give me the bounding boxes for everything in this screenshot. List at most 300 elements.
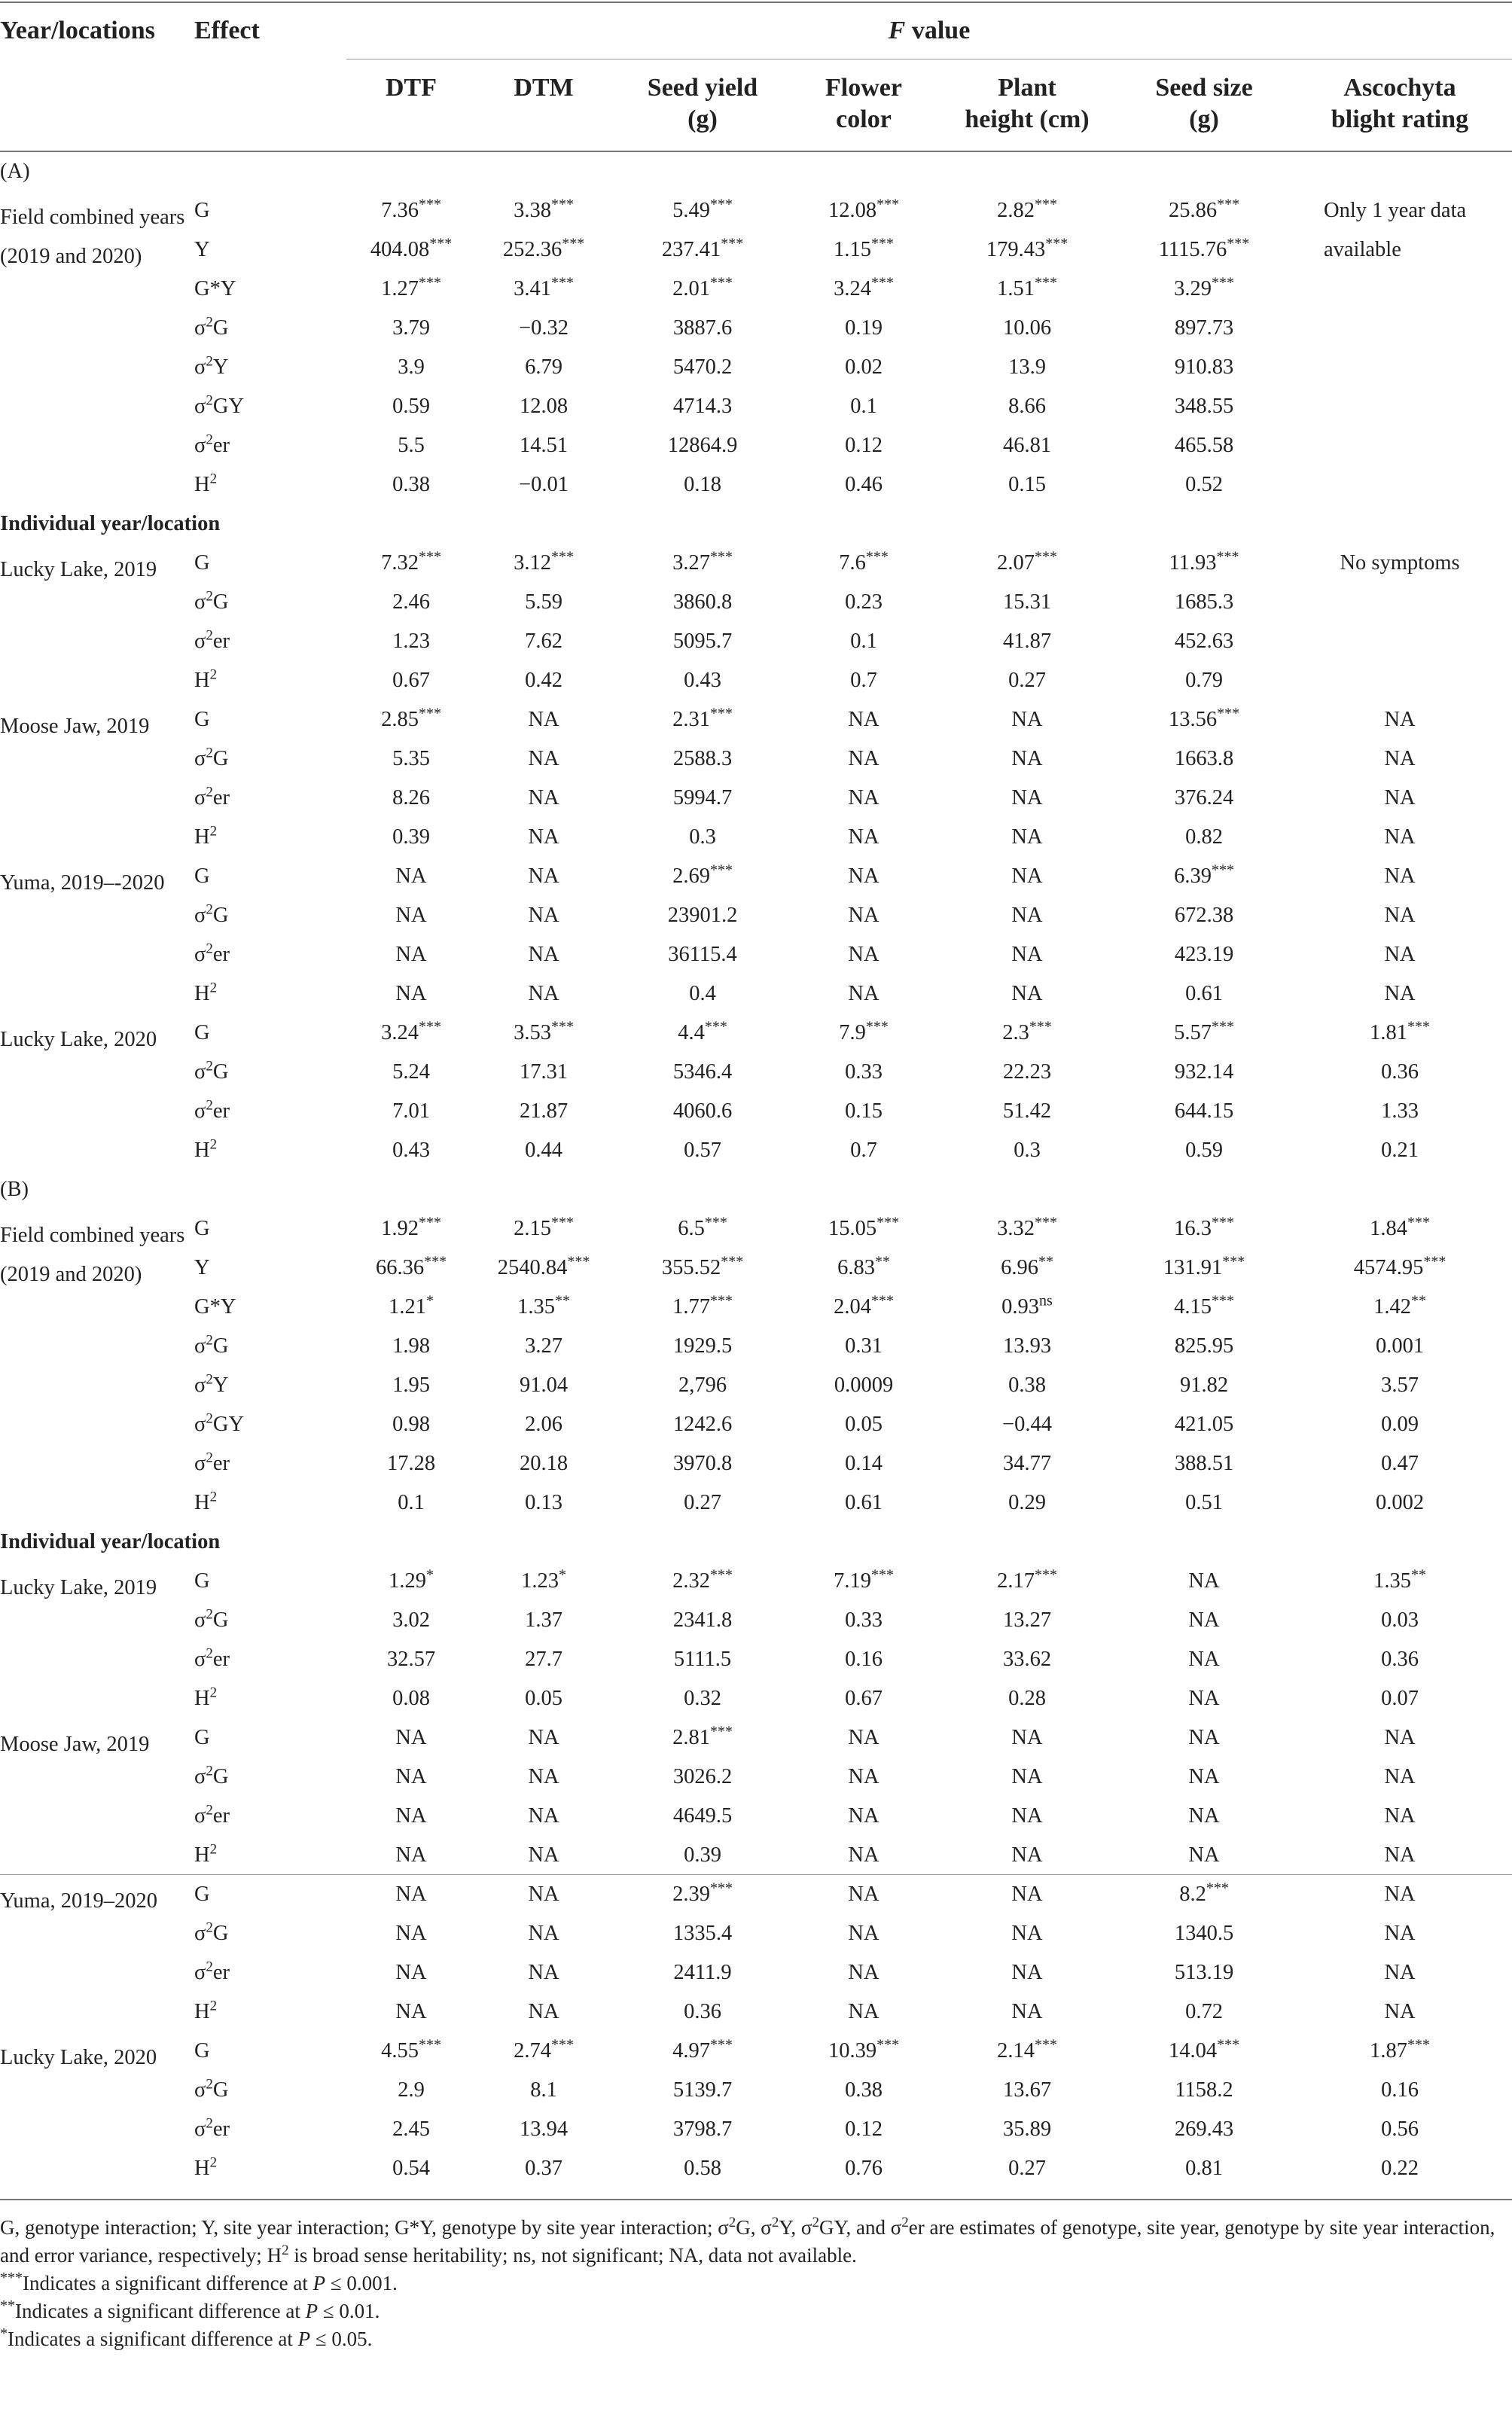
table-row — [0, 1366, 1512, 1405]
effect-label: G — [194, 1883, 210, 1906]
effect-label: G — [194, 1217, 210, 1240]
value-cell: 0.22 — [1381, 2157, 1419, 2180]
table-row — [0, 1758, 1512, 1797]
value-cell: 0.31 — [845, 1334, 883, 1358]
value-cell: NA — [1011, 1961, 1043, 1984]
value-cell: 0.27 — [1008, 2157, 1046, 2180]
effect-label: $\sigma^2GY$ — [194, 392, 245, 418]
value-cell: 27.7 — [525, 1648, 562, 1671]
value-cell: 252.36*** — [502, 235, 585, 261]
value-cell: 1.29* — [389, 1566, 434, 1593]
value-cell: NA — [1011, 1765, 1043, 1788]
value-cell: 0.36 — [1381, 1060, 1419, 1084]
table-row — [0, 1483, 1512, 1523]
table-row — [0, 309, 1512, 348]
value-cell: 22.23 — [1002, 1060, 1052, 1084]
subheading: Individual year/location — [0, 1530, 221, 1553]
value-cell: 0.29 — [1008, 1491, 1046, 1514]
subheading: Individual year/location — [0, 512, 221, 535]
section-label-row — [0, 1170, 1512, 1209]
value-cell: 0.43 — [392, 1139, 430, 1162]
value-cell: 3.12*** — [514, 548, 574, 575]
value-cell: 2.39*** — [672, 1880, 733, 1906]
value-cell: 2.45 — [392, 2117, 430, 2141]
value-cell: 5.59 — [525, 590, 562, 614]
value-cell — [1288, 465, 1512, 505]
value-cell: 17.31 — [519, 1060, 569, 1084]
value-cell: 2.3*** — [1002, 1018, 1052, 1044]
value-cell: 2.9 — [398, 2078, 425, 2102]
col-header-6 — [1288, 72, 1512, 136]
value-cell: 1242.6 — [672, 1413, 733, 1436]
value-cell: 3860.8 — [672, 590, 733, 614]
value-cell: 4.4*** — [678, 1018, 727, 1044]
value-cell: NA — [395, 1922, 427, 1945]
value-cell: NA — [1011, 943, 1043, 966]
value-cell: 0.38 — [845, 2078, 883, 2102]
table-row — [0, 1953, 1512, 1992]
value-cell: 1663.8 — [1174, 747, 1234, 770]
value-cell: 7.9*** — [839, 1018, 889, 1044]
value-cell: NA — [528, 864, 559, 888]
value-cell: 41.87 — [1002, 630, 1052, 653]
value-cell: 0.7 — [850, 1139, 877, 1162]
value-cell: 0.0009 — [834, 1373, 894, 1397]
value-cell: 3.27*** — [672, 548, 733, 575]
value-cell: 3.27 — [525, 1334, 562, 1358]
value-cell: 0.36 — [1381, 1648, 1419, 1671]
value-cell: NA — [1384, 1922, 1416, 1945]
value-cell: 5.24 — [392, 1060, 430, 1084]
value-cell: 3.79 — [392, 316, 430, 340]
table-row — [0, 1679, 1512, 1718]
section-label-row — [0, 152, 1512, 191]
table-row — [0, 387, 1512, 426]
section-label: (B) — [0, 1178, 29, 1201]
value-cell: 2.74*** — [514, 2036, 574, 2063]
table-row — [0, 779, 1512, 818]
value-cell: 465.58 — [1174, 434, 1234, 457]
value-cell: 5.5 — [398, 434, 425, 457]
bottom-rule — [0, 2199, 1512, 2200]
value-cell: 2341.8 — [672, 1608, 733, 1632]
value-cell: 1.37 — [525, 1608, 562, 1632]
value-cell: NA — [395, 1765, 427, 1788]
value-cell: 404.08*** — [370, 235, 453, 261]
effect-label: G*Y — [194, 1295, 236, 1319]
value-cell: 1340.5 — [1174, 1922, 1234, 1945]
value-cell: 0.81 — [1185, 2157, 1223, 2180]
value-cell: NA — [848, 2000, 879, 2023]
value-cell: 5139.7 — [672, 2078, 733, 2102]
value-cell: 10.39*** — [828, 2036, 900, 2063]
value-cell: 0.33 — [845, 1060, 883, 1084]
value-cell: NA — [1188, 1726, 1220, 1749]
value-cell: NA — [1384, 1726, 1416, 1749]
effect-label: $\sigma^2er$ — [194, 1959, 230, 1984]
value-cell: NA — [1011, 1883, 1043, 1906]
top-rule — [0, 2, 1512, 3]
value-cell: NA — [1188, 1804, 1220, 1828]
value-cell: 2.14*** — [997, 2036, 1057, 2063]
location-label: Yuma, 2019–-2020 — [0, 871, 165, 895]
effect-label: $H^2$ — [194, 471, 218, 496]
value-cell: 0.002 — [1375, 1491, 1425, 1514]
value-cell: No symptoms — [1340, 551, 1460, 575]
effect-label: $\sigma^2er$ — [194, 941, 230, 966]
value-cell: 2411.9 — [673, 1961, 732, 1984]
value-cell: 8.2*** — [1179, 1880, 1229, 1906]
effect-label: G — [194, 2039, 210, 2063]
value-cell: 7.62 — [525, 630, 562, 653]
value-cell: 23901.2 — [667, 904, 738, 927]
value-cell: NA — [395, 1804, 427, 1828]
table-row — [0, 230, 1512, 270]
table-row — [0, 739, 1512, 779]
effect-label: $\sigma^2G$ — [194, 1919, 229, 1945]
effect-label: $\sigma^2Y$ — [194, 1371, 229, 1397]
value-cell: 2.06 — [525, 1413, 562, 1436]
value-cell: 13.93 — [1002, 1334, 1052, 1358]
value-cell: NA — [528, 825, 559, 849]
value-cell: NA — [1384, 747, 1416, 770]
effect-label: Y — [194, 238, 210, 261]
effect-label: $\sigma^2er$ — [194, 1450, 230, 1475]
value-cell: 421.05 — [1174, 1413, 1234, 1436]
value-cell: 0.08 — [392, 1687, 430, 1710]
value-cell: 14.51 — [519, 434, 569, 457]
value-cell: NA — [1384, 1804, 1416, 1828]
value-cell: 0.61 — [1185, 982, 1223, 1005]
footnote: G, genotype interaction; Y, site year interaction; G*Y, genotype by site year interaction; $\sigma^2G$, $\sigma^2Y$, $\sigma^2GY$, and $\sigma^2er$ are estimates of genotype, site year, genotype by site year interaction, and error variance, respectively; $H^2$ is broad sense heritability; ns, not significant; NA, data not available. — [0, 2215, 1495, 2267]
value-cell: 13.94 — [519, 2117, 569, 2141]
table-row — [0, 1797, 1512, 1836]
value-cell: 1.23 — [392, 630, 430, 653]
value-cell: 6.5*** — [678, 1214, 727, 1240]
value-cell: NA — [1188, 1765, 1220, 1788]
value-cell: 825.95 — [1174, 1334, 1234, 1358]
location-label: Lucky Lake, 2020 — [0, 1028, 157, 1051]
value-cell: 423.19 — [1174, 943, 1234, 966]
table-row — [0, 896, 1512, 935]
value-cell: 13.67 — [1002, 2078, 1052, 2102]
value-cell: 0.02 — [845, 355, 883, 379]
effect-label: Y — [194, 1256, 210, 1279]
value-cell: 0.39 — [392, 825, 430, 849]
footnote: **Indicates a significant difference at P ≤ 0.01. — [0, 2297, 380, 2322]
value-cell: 513.19 — [1174, 1961, 1234, 1984]
value-cell: 4649.5 — [672, 1804, 733, 1828]
col-header-line: Seed size — [1155, 74, 1253, 102]
value-cell: 0.38 — [1008, 1373, 1046, 1397]
value-cell: 3.02 — [392, 1608, 430, 1632]
block-separator-rule — [0, 1874, 1512, 1875]
value-cell: 25.86*** — [1168, 196, 1240, 222]
value-cell: 179.43*** — [986, 235, 1068, 261]
value-cell: 0.15 — [845, 1099, 883, 1123]
value-cell: 7.19*** — [834, 1566, 894, 1593]
effect-label: $H^2$ — [194, 2154, 218, 2180]
col-header-2 — [611, 72, 794, 136]
value-cell: 0.52 — [1185, 473, 1223, 496]
effect-label: $\sigma^2G$ — [194, 1763, 229, 1788]
value-cell: 0.43 — [684, 669, 721, 692]
value-cell: NA — [1384, 1765, 1416, 1788]
value-cell: NA — [1188, 1569, 1220, 1593]
value-cell: 0.12 — [845, 434, 883, 457]
value-cell: NA — [528, 1726, 559, 1749]
value-cell: NA — [395, 943, 427, 966]
value-cell: 3.53*** — [514, 1018, 574, 1044]
value-cell: 0.42 — [525, 669, 562, 692]
table-row — [0, 1131, 1512, 1170]
value-cell: 6.79 — [525, 355, 562, 379]
value-cell: 2.01*** — [672, 274, 733, 300]
value-cell: 1.98 — [392, 1334, 430, 1358]
effect-label: $\sigma^2G$ — [194, 745, 229, 770]
value-cell: NA — [1011, 747, 1043, 770]
value-cell: 5.49*** — [672, 196, 733, 222]
col-header-effect: Effect — [194, 17, 260, 44]
table-row — [0, 2071, 1512, 2110]
effect-label: $\sigma^2G$ — [194, 588, 229, 614]
value-cell: NA — [848, 982, 879, 1005]
value-cell: 34.77 — [1002, 1452, 1052, 1475]
table-row — [0, 1914, 1512, 1953]
value-cell: 7.01 — [392, 1099, 430, 1123]
value-cell: 8.1 — [530, 2078, 557, 2102]
table-row — [0, 1992, 1512, 2032]
value-cell: 2.31*** — [672, 705, 733, 731]
value-cell: 91.82 — [1179, 1373, 1229, 1397]
value-cell: 4574.95*** — [1353, 1253, 1446, 1279]
value-cell: 0.37 — [525, 2157, 562, 2180]
value-cell: 16.3*** — [1174, 1214, 1234, 1240]
value-cell: NA — [1011, 864, 1043, 888]
value-cell: NA — [1384, 943, 1416, 966]
table-row — [0, 974, 1512, 1014]
col-header-line: blight rating — [1331, 105, 1469, 133]
value-cell: 1115.76*** — [1158, 235, 1250, 261]
table-row — [0, 1053, 1512, 1092]
effect-label: $H^2$ — [194, 1136, 218, 1162]
value-cell: NA — [528, 708, 559, 731]
value-cell: NA — [1011, 1804, 1043, 1828]
col-header-1 — [476, 72, 611, 104]
value-cell: 0.18 — [684, 473, 721, 496]
value-cell: NA — [848, 786, 879, 809]
value-cell: NA — [1384, 1843, 1416, 1867]
value-cell: 3.29*** — [1174, 274, 1234, 300]
location-label: Field combined years (2019 and 2020) — [0, 1224, 185, 1286]
value-cell: NA — [528, 1843, 559, 1867]
value-cell: NA — [528, 1961, 559, 1984]
value-cell: NA — [395, 1843, 427, 1867]
table-row — [0, 465, 1512, 505]
value-cell: 0.59 — [392, 395, 430, 418]
value-cell — [1288, 348, 1512, 387]
value-cell: 2.46 — [392, 590, 430, 614]
value-cell: 2.32*** — [672, 1566, 733, 1593]
effect-label: G — [194, 199, 210, 222]
effect-label: $H^2$ — [194, 1998, 218, 2023]
table-row — [0, 1288, 1512, 1327]
table-row — [0, 583, 1512, 622]
effect-label: G — [194, 551, 210, 575]
value-cell: 4.15*** — [1174, 1292, 1234, 1319]
location-label: Field combined years (2019 and 2020) — [0, 206, 185, 268]
value-cell: 0.23 — [845, 590, 883, 614]
value-cell: 5346.4 — [672, 1060, 733, 1084]
value-cell: 0.14 — [845, 1452, 883, 1475]
value-cell: 5.35 — [392, 747, 430, 770]
value-cell: 7.6*** — [839, 548, 889, 575]
effect-label: G — [194, 1726, 210, 1749]
section-label: (A) — [0, 160, 30, 183]
value-cell: NA — [848, 747, 879, 770]
value-cell: 348.55 — [1174, 395, 1234, 418]
effect-label: G — [194, 1021, 210, 1044]
value-cell: 0.09 — [1381, 1413, 1419, 1436]
value-cell: 6.39*** — [1174, 861, 1234, 888]
value-cell: 5470.2 — [672, 355, 733, 379]
location-label: Lucky Lake, 2019 — [0, 1576, 157, 1599]
value-cell: 2.15*** — [514, 1214, 574, 1240]
value-cell: 0.7 — [850, 669, 877, 692]
value-cell: 35.89 — [1002, 2117, 1052, 2141]
value-cell: 2.69*** — [672, 861, 733, 888]
value-cell: 32.57 — [386, 1648, 436, 1671]
table-row — [0, 1248, 1512, 1288]
value-cell: 3.24*** — [381, 1018, 441, 1044]
value-cell: 376.24 — [1174, 786, 1234, 809]
effect-label: $\sigma^2GY$ — [194, 1410, 245, 1436]
value-cell: 3.9 — [398, 355, 425, 379]
value-cell — [1288, 387, 1512, 426]
value-cell: 0.32 — [684, 1687, 721, 1710]
value-cell: 3.32*** — [997, 1214, 1057, 1240]
value-cell: 0.4 — [689, 982, 716, 1005]
col-header-line: Plant — [998, 74, 1056, 102]
value-cell: −0.32 — [519, 316, 569, 340]
value-cell: 1.87*** — [1370, 2036, 1430, 2063]
value-cell: NA — [395, 1726, 427, 1749]
value-cell: NA — [848, 943, 879, 966]
value-cell: 36115.4 — [668, 943, 737, 966]
value-cell: 46.81 — [1002, 434, 1052, 457]
subheading-row — [0, 1523, 1512, 1562]
value-cell: 897.73 — [1174, 316, 1234, 340]
table-row — [0, 1601, 1512, 1640]
value-cell: 1.92*** — [381, 1214, 441, 1240]
value-cell: NA — [1188, 1608, 1220, 1632]
value-cell: 0.58 — [684, 2157, 721, 2180]
value-cell: NA — [528, 1922, 559, 1945]
value-cell: 1685.3 — [1174, 590, 1234, 614]
location-label: Yuma, 2019–2020 — [0, 1889, 157, 1913]
value-cell: NA — [1011, 1922, 1043, 1945]
value-cell: 1.35** — [1373, 1566, 1426, 1593]
value-cell: NA — [1011, 2000, 1043, 2023]
effect-label: $\sigma^2er$ — [194, 627, 230, 653]
effect-label: $\sigma^2G$ — [194, 1058, 229, 1084]
value-cell: 12.08*** — [828, 196, 900, 222]
value-cell: 7.32*** — [381, 548, 441, 575]
col-header-line: DTF — [386, 74, 437, 102]
effect-label: $H^2$ — [194, 823, 218, 849]
value-cell: 0.12 — [845, 2117, 883, 2141]
value-cell: NA — [1384, 864, 1416, 888]
value-cell — [1288, 583, 1512, 622]
value-cell: NA — [1011, 904, 1043, 927]
table-row — [0, 818, 1512, 857]
effect-label: $H^2$ — [194, 980, 218, 1005]
value-cell: 131.91*** — [1163, 1253, 1245, 1279]
value-cell: 66.36*** — [375, 1253, 447, 1279]
value-cell: 0.03 — [1381, 1608, 1419, 1632]
value-cell: NA — [1384, 825, 1416, 849]
value-cell: 0.57 — [684, 1139, 721, 1162]
value-cell: 0.51 — [1185, 1491, 1223, 1514]
value-cell: 1.84*** — [1370, 1214, 1430, 1240]
table-row — [0, 1640, 1512, 1679]
value-cell: Only 1 year data available — [1324, 199, 1467, 261]
value-cell: 0.67 — [845, 1687, 883, 1710]
table-row — [0, 935, 1512, 974]
value-cell: 3970.8 — [672, 1452, 733, 1475]
value-cell: 0.19 — [845, 316, 883, 340]
value-cell: 33.62 — [1002, 1648, 1052, 1671]
value-cell: 0.21 — [1381, 1139, 1419, 1162]
col-header-3 — [794, 72, 934, 136]
value-cell: NA — [1384, 2000, 1416, 2023]
value-cell: 15.31 — [1002, 590, 1052, 614]
value-cell: 3026.2 — [672, 1765, 733, 1788]
value-cell: 1.33 — [1381, 1099, 1419, 1123]
value-cell: 3.57 — [1381, 1373, 1419, 1397]
col-header-4 — [934, 72, 1120, 136]
value-cell: NA — [848, 1922, 879, 1945]
value-cell: NA — [1188, 1843, 1220, 1867]
location-label: Lucky Lake, 2019 — [0, 558, 157, 581]
value-cell: 2588.3 — [672, 747, 733, 770]
value-cell: 0.47 — [1381, 1452, 1419, 1475]
value-cell: NA — [1011, 786, 1043, 809]
value-cell: 13.27 — [1002, 1608, 1052, 1632]
table-row — [0, 2149, 1512, 2188]
value-cell: 1335.4 — [672, 1922, 733, 1945]
table-row — [0, 1405, 1512, 1444]
table-row — [0, 622, 1512, 661]
footnote: *Indicates a significant difference at P ≤ 0.05. — [0, 2325, 373, 2350]
value-cell: 452.63 — [1174, 630, 1234, 653]
value-cell: 1929.5 — [672, 1334, 733, 1358]
value-cell: 644.15 — [1174, 1099, 1234, 1123]
group-header-italic: F — [888, 17, 906, 44]
value-cell: 0.44 — [525, 1139, 562, 1162]
value-cell: 5095.7 — [672, 630, 733, 653]
effect-label: $\sigma^2er$ — [194, 1802, 230, 1828]
value-cell: 5111.5 — [673, 1648, 732, 1671]
table-row — [0, 1092, 1512, 1131]
value-cell: 0.98 — [392, 1413, 430, 1436]
value-cell: 20.18 — [519, 1452, 569, 1475]
value-cell: NA — [528, 904, 559, 927]
value-cell: 0.3 — [1014, 1139, 1041, 1162]
effect-label: G*Y — [194, 277, 236, 300]
value-cell: NA — [1188, 1648, 1220, 1671]
value-cell: 4060.6 — [672, 1099, 733, 1123]
